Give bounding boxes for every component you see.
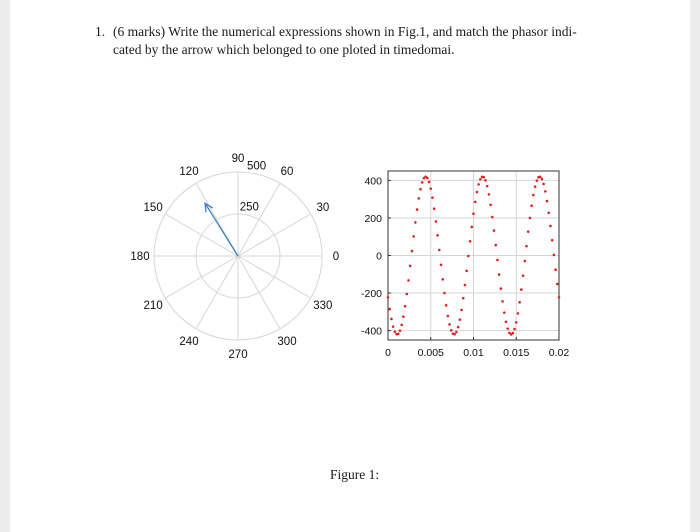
polar-spoke [165, 214, 238, 256]
signal-point [505, 320, 508, 323]
signal-point [500, 287, 503, 290]
polar-angle-label: 210 [143, 300, 163, 312]
signal-point [455, 331, 458, 334]
signal-point [436, 234, 439, 237]
signal-point [546, 200, 549, 203]
signal-point [551, 239, 554, 242]
signal-point [431, 196, 434, 199]
signal-point [447, 315, 450, 318]
signal-point [489, 204, 492, 207]
signal-point [530, 204, 533, 207]
figure-caption: Figure 1: [330, 467, 380, 482]
signal-point [402, 315, 405, 318]
signal-point [554, 268, 557, 271]
signal-point [409, 265, 412, 268]
signal-point [390, 318, 393, 321]
signal-point [518, 301, 521, 304]
signal-point [486, 185, 489, 188]
y-tick-label: 400 [364, 175, 382, 188]
polar-spoke [238, 214, 311, 256]
signal-point [517, 312, 520, 315]
signal-point [535, 179, 538, 182]
signal-point [412, 235, 415, 238]
signal-point [474, 201, 477, 204]
signal-point [541, 178, 544, 181]
signal-point [441, 278, 444, 281]
polar-angle-label: 240 [179, 335, 199, 348]
phasor-arrow [205, 203, 238, 256]
signal-point [534, 185, 537, 188]
signal-point [404, 305, 407, 308]
polar-angle-label: 120 [179, 166, 199, 179]
signal-point [491, 216, 494, 219]
signal-point [465, 270, 468, 273]
signal-point [443, 292, 446, 295]
signal-point [539, 175, 542, 178]
polar-angle-label: 90 [231, 153, 245, 165]
polar-angle-label: 270 [228, 349, 248, 361]
signal-point [522, 274, 525, 277]
x-tick-label: 0.005 [417, 347, 444, 359]
signal-point [460, 309, 463, 312]
signal-point [501, 300, 504, 303]
signal-point [496, 259, 499, 262]
signal-point [532, 194, 535, 197]
question-number: 1. [95, 24, 106, 39]
polar-spoke [238, 256, 311, 298]
signal-point [411, 250, 414, 253]
polar-angle-label: 300 [277, 335, 297, 348]
signal-point [476, 191, 479, 194]
polar-radial-label: 250 [239, 201, 259, 214]
signal-point [419, 188, 422, 191]
polar-spoke [238, 183, 280, 256]
question-text-line-1: (6 marks) Write the numerical expressions shown in Fig.1, and match the phasor indi- [113, 24, 577, 39]
signal-point [448, 323, 451, 326]
signal-point [527, 230, 530, 233]
signal-point [515, 321, 518, 324]
signal-point [520, 288, 523, 291]
signal-point [547, 211, 550, 214]
signal-point [482, 176, 485, 179]
question-text-line-2: cated by the arrow which belonged to one ploted in timedomai. [113, 42, 455, 57]
signal-point [472, 212, 475, 215]
y-tick-label: -400 [360, 325, 382, 338]
signal-point [459, 318, 462, 321]
signal-point [512, 332, 515, 335]
signal-point [513, 328, 516, 331]
polar-angle-label: 60 [280, 166, 294, 179]
polar-spoke [238, 256, 280, 329]
signal-point [494, 244, 497, 247]
signal-point [488, 193, 491, 196]
document-page [10, 0, 690, 532]
x-tick-label: 0.02 [548, 347, 570, 359]
time-domain-plot [361, 171, 569, 359]
signal-point [506, 327, 509, 330]
signal-point [433, 207, 436, 210]
signal-point [445, 304, 448, 307]
polar-spoke [165, 256, 238, 298]
signal-point [435, 220, 438, 223]
signal-point [464, 284, 467, 287]
signal-point [479, 178, 482, 181]
signal-point [440, 264, 443, 267]
signal-point [429, 187, 432, 190]
signal-point [387, 296, 390, 299]
signal-point [470, 226, 473, 229]
signal-point [556, 283, 559, 286]
signal-point [428, 181, 431, 184]
figure-1 [10, 0, 690, 532]
signal-point [484, 179, 487, 182]
polar-angle-label: 150 [143, 202, 163, 214]
signal-point [399, 329, 402, 332]
signal-point [457, 326, 460, 329]
signal-point [477, 183, 480, 186]
signal-point [493, 229, 496, 232]
polar-spoke [196, 256, 238, 329]
signal-point [394, 330, 397, 333]
signal-point [426, 177, 429, 180]
y-tick-label: 0 [376, 250, 382, 263]
signal-point [417, 197, 420, 200]
signal-point [400, 324, 403, 327]
polar-angle-label: 30 [316, 202, 330, 214]
signal-point [397, 333, 400, 336]
polar-plot [130, 153, 339, 361]
signal-point [467, 255, 470, 258]
signal-point [453, 333, 456, 336]
polar-radial-label: 500 [246, 160, 267, 173]
signal-point [498, 273, 501, 276]
x-tick-label: 0.015 [503, 347, 530, 359]
signal-point [450, 329, 453, 332]
y-tick-label: 200 [364, 212, 382, 225]
signal-point [406, 293, 409, 296]
signal-point [544, 190, 547, 193]
signal-point [549, 225, 552, 228]
signal-point [438, 249, 441, 252]
signal-point [416, 208, 419, 211]
x-tick-label: 0.01 [463, 347, 484, 359]
signal-point [469, 240, 472, 243]
signal-point [558, 296, 561, 299]
signal-point [503, 311, 506, 314]
x-tick-label: 0 [385, 347, 391, 359]
signal-point [529, 217, 532, 220]
signal-point [388, 308, 391, 311]
signal-point [553, 254, 556, 257]
signal-point [462, 297, 465, 300]
signal-point [525, 245, 528, 248]
signal-point [421, 181, 424, 184]
signal-point [414, 221, 417, 224]
y-tick-label: -200 [360, 288, 382, 301]
polar-angle-label: 330 [313, 300, 333, 312]
signal-point [392, 325, 395, 328]
signal-point [524, 260, 527, 263]
polar-angle-label: 180 [130, 251, 150, 263]
polar-angle-label: 0 [332, 251, 340, 263]
signal-point [407, 279, 410, 282]
signal-point [542, 183, 545, 186]
